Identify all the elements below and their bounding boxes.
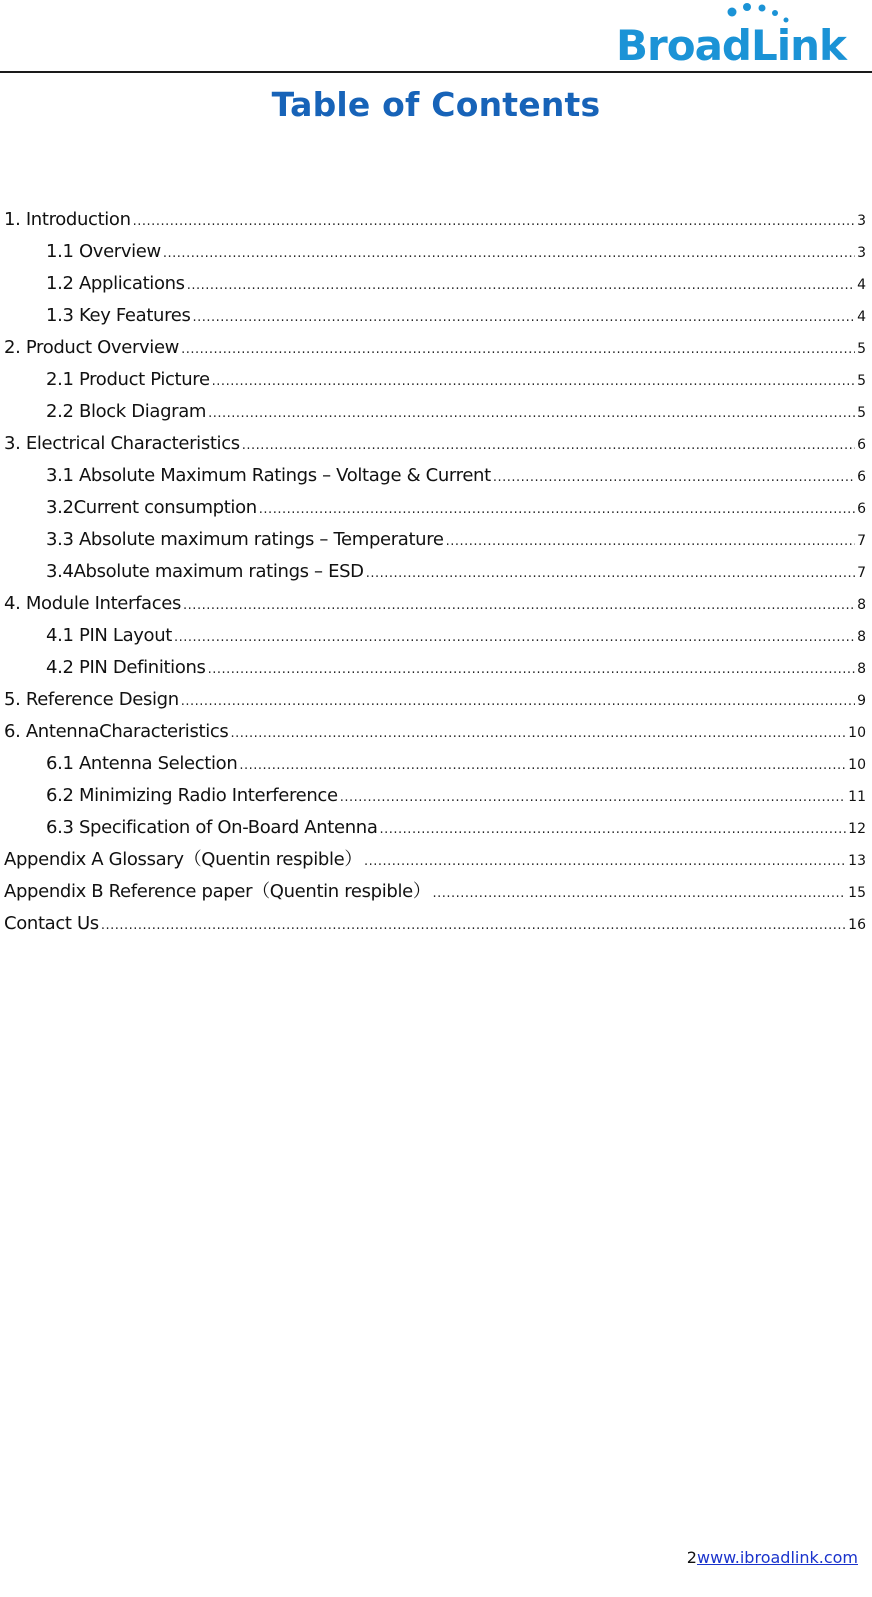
website-link[interactable]: www.ibroadlink.com <box>696 1548 858 1567</box>
toc-dot-leader <box>193 302 856 334</box>
toc-entry[interactable] <box>4 428 866 460</box>
toc-dot-leader <box>183 590 855 622</box>
toc-page-number: 6 <box>857 469 866 485</box>
logo-dot <box>759 5 766 12</box>
toc-dot-leader <box>380 814 847 846</box>
toc-dot-leader <box>446 526 855 558</box>
toc-entry[interactable] <box>4 780 866 812</box>
toc-page-number: 5 <box>857 341 866 357</box>
broadlink-logo <box>614 2 864 66</box>
toc-entry-title: 2.2 Block Diagram <box>46 401 207 422</box>
toc-entry-title: 3.2Current consumption <box>46 497 257 518</box>
toc-entry[interactable] <box>4 236 866 268</box>
page-number: 2 <box>686 1548 697 1567</box>
toc-page-number: 8 <box>857 661 866 677</box>
toc-page-number: 7 <box>857 565 866 581</box>
toc-page-number: 6 <box>857 437 866 453</box>
toc-dot-leader <box>174 622 855 654</box>
toc-entry-title: 6.3 Specification of On-Board Antenna <box>46 817 378 838</box>
toc-dot-leader <box>364 846 846 878</box>
toc-dot-leader <box>212 366 855 398</box>
toc-page-number: 3 <box>857 213 866 229</box>
toc-entry-title: 2. Product Overview <box>4 337 180 358</box>
toc-dot-leader <box>239 750 846 782</box>
toc-entry-title: 3.3 Absolute maximum ratings – Temperature <box>46 529 444 550</box>
toc-entry[interactable] <box>4 556 866 588</box>
logo-dot <box>743 3 751 11</box>
toc-entry[interactable] <box>4 396 866 428</box>
toc-dot-leader <box>208 654 855 686</box>
toc-dot-leader <box>493 462 855 494</box>
toc-page-number: 13 <box>848 853 866 869</box>
toc-entry[interactable] <box>4 748 866 780</box>
toc-page-number: 16 <box>848 917 866 933</box>
toc-entry-title: 3.1 Absolute Maximum Ratings – Voltage & Current <box>46 465 491 486</box>
toc-page-number: 15 <box>848 885 866 901</box>
toc-entry[interactable] <box>4 876 866 908</box>
logo-dot <box>772 10 778 16</box>
toc-entry-title: 2.1 Product Picture <box>46 369 210 390</box>
toc-dot-leader <box>230 718 846 750</box>
toc-entry[interactable] <box>4 812 866 844</box>
toc-page-number: 3 <box>857 245 866 261</box>
toc-entry[interactable] <box>4 204 866 236</box>
toc-dot-leader <box>163 238 855 270</box>
toc-entry-title: 3.4Absolute maximum ratings – ESD <box>46 561 364 582</box>
toc-entry[interactable] <box>4 844 866 876</box>
toc-entry-title: 1.2 Applications <box>46 273 185 294</box>
toc-dot-leader <box>181 686 855 718</box>
toc-entry-title: Appendix A Glossary（Quentin respible） <box>4 849 362 870</box>
toc-entry[interactable] <box>4 364 866 396</box>
toc-entry-title: 4.1 PIN Layout <box>46 625 172 646</box>
logo-dot <box>728 8 737 17</box>
toc-entry[interactable] <box>4 908 866 940</box>
toc-entry-title: Contact Us <box>4 913 99 934</box>
toc-entry-title: 5. Reference Design <box>4 689 179 710</box>
toc-entry-title: 4.2 PIN Definitions <box>46 657 206 678</box>
toc-entry-title: 6.1 Antenna Selection <box>46 753 238 774</box>
table-of-contents <box>4 204 866 940</box>
toc-page-number: 5 <box>857 373 866 389</box>
toc-dot-leader <box>366 558 855 590</box>
page-footer <box>687 1548 858 1567</box>
toc-dot-leader <box>133 206 855 238</box>
toc-dot-leader <box>101 910 846 942</box>
toc-dot-leader <box>181 334 855 366</box>
toc-page-number: 10 <box>848 757 866 773</box>
toc-entry[interactable] <box>4 620 866 652</box>
toc-entry[interactable] <box>4 492 866 524</box>
toc-page-number: 9 <box>857 693 866 709</box>
toc-dot-leader <box>187 270 855 302</box>
toc-entry[interactable] <box>4 300 866 332</box>
toc-page-number: 8 <box>857 629 866 645</box>
toc-page-number: 8 <box>857 597 866 613</box>
toc-entry[interactable] <box>4 716 866 748</box>
toc-entry-title: 1. Introduction <box>4 209 131 230</box>
toc-dot-leader <box>259 494 855 526</box>
page-title: Table of Contents <box>271 85 601 124</box>
broadlink-logo-graphic <box>614 2 864 66</box>
toc-dot-leader <box>208 398 855 430</box>
page-header <box>0 0 872 72</box>
toc-entry[interactable] <box>4 684 866 716</box>
toc-entry-title: 6. AntennaCharacteristics <box>4 721 229 742</box>
toc-entry[interactable] <box>4 652 866 684</box>
toc-page-number: 11 <box>848 789 866 805</box>
toc-entry-title: 3. Electrical Characteristics <box>4 433 240 454</box>
toc-page-number: 7 <box>857 533 866 549</box>
toc-entry[interactable] <box>4 332 866 364</box>
toc-entry[interactable] <box>4 268 866 300</box>
toc-page-number: 6 <box>857 501 866 517</box>
toc-page-number: 10 <box>848 725 866 741</box>
toc-entry[interactable] <box>4 460 866 492</box>
toc-entry-title: 1.3 Key Features <box>46 305 191 326</box>
toc-dot-leader <box>432 878 846 910</box>
toc-page-number: 4 <box>857 309 866 325</box>
logo-wordmark: BroadLink <box>616 21 846 66</box>
toc-entry-title: 4. Module Interfaces <box>4 593 182 614</box>
toc-dot-leader <box>340 782 846 814</box>
toc-entry-title: 6.2 Minimizing Radio Interference <box>46 785 338 806</box>
toc-page-number: 5 <box>857 405 866 421</box>
toc-entry-title: Appendix B Reference paper（Quentin respible） <box>4 881 431 902</box>
toc-entry-title: 1.1 Overview <box>46 241 161 262</box>
toc-page-number: 4 <box>857 277 866 293</box>
toc-dot-leader <box>242 430 855 462</box>
toc-entry[interactable] <box>4 588 866 620</box>
toc-entry[interactable] <box>4 524 866 556</box>
header-divider <box>0 71 872 73</box>
toc-page-number: 12 <box>848 821 866 837</box>
